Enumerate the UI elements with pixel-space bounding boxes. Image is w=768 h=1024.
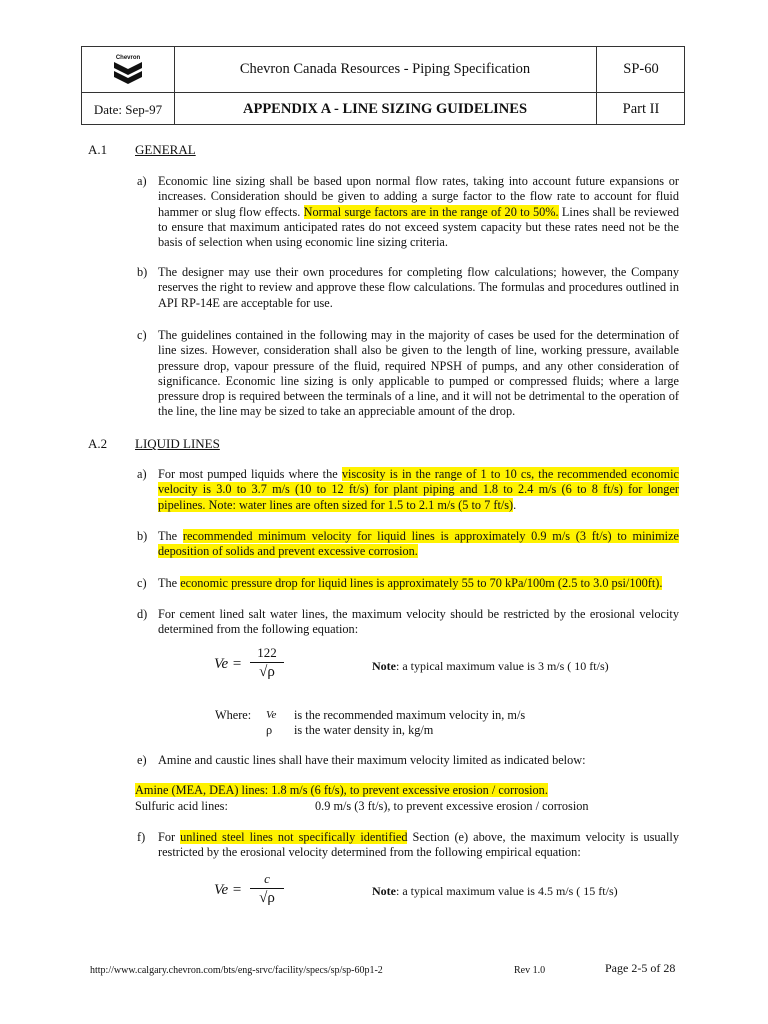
item-letter: c) — [137, 576, 147, 590]
paragraph-text: For cement lined salt water lines, the maximum velocity should be restricted by the erosional velocity determined from the following equation: — [158, 607, 679, 637]
item-letter: a) — [137, 467, 147, 481]
paragraph-liquid-e — [137, 753, 679, 768]
formula-note — [372, 659, 609, 674]
header-table — [81, 46, 685, 125]
erosional-velocity-formula — [214, 645, 294, 695]
footer-revision: Rev 1.0 — [514, 965, 546, 976]
footer-url[interactable]: http://www.calgary.chevron.com/bts/eng-srvc/facility/specs/sp/sp-60p1-2 — [90, 965, 383, 976]
item-letter: b) — [137, 265, 148, 279]
amine-line-limit — [135, 783, 548, 798]
where-symbol: Ve — [266, 709, 277, 721]
highlighted-text: viscosity is in the range of 1 to 10 cs, the recommended economic velocity is 3.0 to 3.7 m/s (10 to 12 ft/s) for plant piping and 1.8 to 2.4 m/s (6 to 8 ft/s) for longer pipelines. Note: water lines are often sized for 1.5 to 2.1 m/s (5 to 7 ft/s) — [158, 467, 679, 512]
sulfuric-value: 0.9 m/s (3 ft/s), to prevent excessive erosion / corrosion — [315, 799, 589, 813]
paragraph-text: For — [158, 830, 181, 844]
item-letter: d) — [137, 607, 148, 621]
paragraph-text: . — [513, 497, 517, 512]
item-letter: e) — [137, 753, 147, 767]
page-number: Page 2-5 of 28 — [605, 961, 676, 975]
section-heading: LIQUID LINES — [135, 436, 220, 451]
where-definition: is the water density in, kg/m — [294, 723, 434, 737]
where-definition: is the recommended maximum velocity in, m/s — [294, 708, 526, 722]
formula-numerator: 122 — [257, 645, 277, 660]
where-symbol: ρ — [266, 723, 273, 737]
spec-date: Date: Sep-97 — [93, 101, 163, 117]
paragraph-liquid-c — [137, 576, 679, 591]
fraction-bar — [250, 888, 284, 889]
formula-numerator: c — [264, 871, 270, 886]
paragraph-text: Lines shall be reviewed to ensure that maximum anticipated rates do not exceed system capacity but these rates need not be the basis of selection when using economic line sizing criteria. — [158, 204, 680, 250]
formula-fraction — [250, 645, 284, 681]
paragraph-liquid-d — [137, 607, 679, 638]
paragraph-liquid-f — [137, 830, 679, 861]
section-number: A.2 — [88, 436, 108, 451]
paragraph-text: The — [158, 529, 183, 543]
item-letter: a) — [137, 174, 147, 188]
note-label: Note — [372, 659, 396, 673]
formula-lhs: Ve = — [214, 882, 243, 898]
paragraph-text: Amine and caustic lines shall have their maximum velocity limited as indicated below: — [158, 753, 586, 767]
item-letter: f) — [137, 830, 146, 844]
formula-note — [372, 884, 618, 899]
section-heading: GENERAL — [135, 142, 196, 157]
highlighted-text: recommended minimum velocity for liquid lines is approximately 0.9 m/s (3 ft/s) to minimize deposition of solids and prevent excessive corrosion. — [158, 529, 679, 559]
section-number: A.1 — [88, 142, 108, 157]
empirical-velocity-formula — [214, 871, 294, 921]
paragraph-general-b — [137, 265, 679, 311]
paragraph-general-c — [137, 328, 679, 420]
formula-fraction — [250, 871, 284, 907]
formula-lhs: Ve = — [214, 656, 243, 672]
formula-denominator: √ρ — [259, 890, 275, 906]
note-text: : a typical maximum value is 4.5 m/s ( 15 ft/s) — [396, 884, 618, 898]
paragraph-text: Economic line sizing shall be based upon normal flow rates, taking into account future expansions or increases. Consideration should be given to adding a surge factor to the flow rate to account for fluid hammer or slug flow effects. — [158, 174, 679, 219]
appendix-title: APPENDIX A - LINE SIZING GUIDELINES — [242, 101, 528, 117]
highlighted-text: unlined steel lines not specifically identified — [180, 830, 408, 844]
item-letter: b) — [137, 529, 148, 543]
paragraph-text: The guidelines contained in the following may in the majority of cases be used for the determination of line sizes. However, consideration shall also be given to the length of line, working pressure, available pressure drop, vapour pressure of the fluid, required NPSH of pumps, and any other consideration of significance. Economic line sizing is only applicable to pumped or compressed fluids; where a large pressure drop is required between the terminals of a line, and it will not be detrimental to the operation of the line, the line may be sized to take an appreciable amount of the drop. — [158, 328, 679, 419]
paragraph-liquid-b — [137, 529, 679, 560]
company-title: Chevron Canada Resources - Piping Specification — [239, 61, 531, 77]
paragraph-text: Section (e) above, the maximum velocity is usually restricted by the erosional velocity determined from the following empirical equation: — [158, 830, 679, 860]
svg-text:Chevron: Chevron — [115, 54, 141, 61]
item-letter: c) — [137, 328, 147, 342]
note-text: : a typical maximum value is 3 m/s ( 10 ft/s) — [396, 659, 609, 673]
highlighted-text: Normal surge factors are in the range of 20 to 50%. — [303, 204, 559, 219]
part-label: Part II — [622, 101, 660, 117]
paragraph-text: The designer may use their own procedures for completing flow calculations; however, the Company reserves the right to review and approve these flow calculations. The formulas and procedures outlined in API RP-14E are acceptable for use. — [158, 265, 679, 310]
chevron-logo — [82, 47, 174, 92]
paragraph-text: For most pumped liquids where the — [158, 467, 342, 481]
paragraph-general-a — [137, 174, 679, 250]
where-label: Where: — [215, 708, 252, 722]
formula-denominator: √ρ — [259, 664, 275, 680]
fraction-bar — [250, 662, 284, 663]
highlighted-text: Amine (MEA, DEA) lines: 1.8 m/s (6 ft/s), to prevent excessive erosion / corrosion. — [135, 783, 548, 797]
spec-number: SP-60 — [623, 61, 659, 77]
paragraph-text: The — [158, 576, 181, 590]
note-label: Note — [372, 884, 396, 898]
paragraph-liquid-a — [137, 467, 679, 513]
sulfuric-label: Sulfuric acid lines: — [135, 799, 228, 813]
highlighted-text: economic pressure drop for liquid lines is approximately 55 to 70 kPa/100m (2.5 to 3.0 psi/100ft). — [180, 576, 663, 590]
